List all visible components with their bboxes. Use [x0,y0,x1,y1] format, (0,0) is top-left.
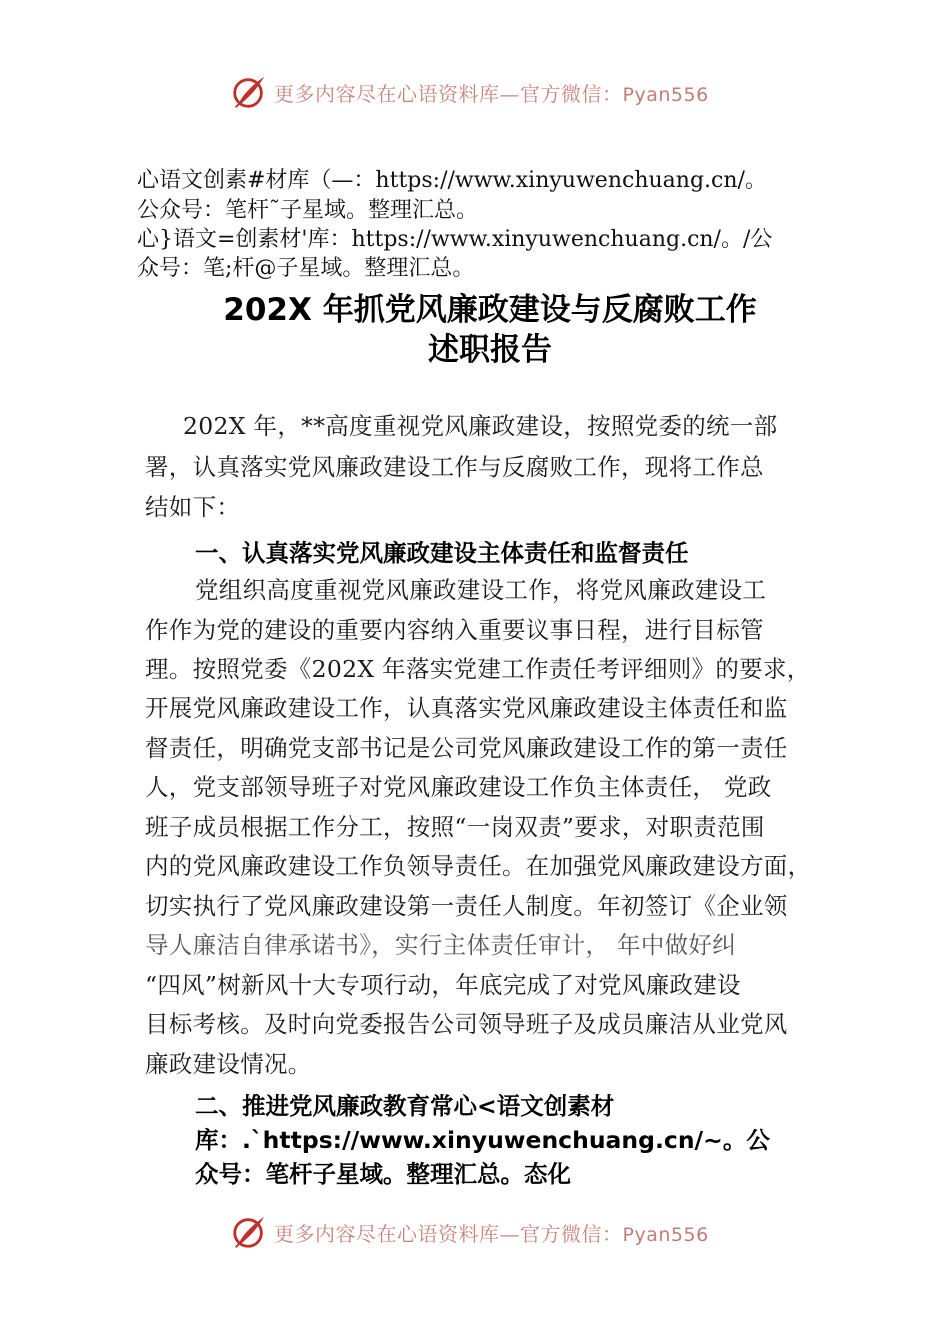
intro-line: 结如下： [145,493,241,521]
section2-heading-line: 库：.`https://www.xinyuwenchuang.cn/~。公 [195,1126,770,1154]
section1-heading: 一、认真落实党风廉政建设主体责任和监督责任 [195,539,689,567]
section1-line: 切实执行了党风廉政建设第一责任人制度。年初签订《企业领 [145,892,788,920]
quill-logo-icon [230,73,268,111]
section1-line: 党组织高度重视党风廉政建设工作，将党风廉政建设工 [195,576,767,604]
section2-heading-line: 众号：笔杆子星域。整理汇总。态化 [195,1160,571,1188]
section1-line: 廉政建设情况。 [145,1050,312,1078]
section1-line: 开展党风廉政建设工作，认真落实党风廉政建设主体责任和监 [145,694,788,722]
watermark-banner-top [230,72,709,112]
quill-logo-icon [230,1213,268,1251]
section1-line: 理。按照党委《202X 年落实党建工作责任考评细则》的要求， [145,655,811,683]
document-title-line1: 202X 年抓党风廉政建设与反腐败工作 [223,292,757,328]
intro-line: 署，认真落实党风廉政建设工作与反腐败工作，现将工作总 [145,453,764,481]
section1-line: 作作为党的建设的重要内容纳入重要议事日程，进行目标管 [145,616,764,644]
section1-line: 目标考核。及时向党委报告公司领导班子及成员廉洁从业党风 [145,1010,788,1038]
source-note-line: 公众号：笔杆˜子星域。整理汇总。 [137,198,479,223]
section1-line: 班子成员根据工作分工，按照“一岗双责”要求，对职责范围 [145,813,765,841]
section1-line: 人，党支部领导班子对党风廉政建设工作负主体责任， 党政 [145,773,772,801]
intro-line: 202X 年，**高度重视党风廉政建设，按照党委的统一部 [183,412,778,440]
source-note-line: 心语文创素#材库（—：https://www.xinyuwenchuang.cn/。 [137,168,767,193]
wechat-id: Pyan556 [622,83,709,106]
document-title-line2: 述职报告 [428,332,552,368]
source-note-line: 心}语文=创素材'库：https://www.xinyuwenchuang.cn/。/公 [137,227,773,252]
section1-line: 导人廉洁自律承诺书》，实行主体责任审计， 年中做好纠 [145,931,737,959]
section1-line: 督责任，明确党支部书记是公司党风廉政建设工作的第一责任 [145,734,788,762]
watermark-banner-bottom [230,1212,709,1252]
watermark-text: 更多内容尽在心语资料库—官方微信：Pyan556 [274,81,709,106]
source-note-line: 众号：笔;杆@子星域。整理汇总。 [137,256,475,281]
wechat-id: Pyan556 [622,1223,709,1246]
section1-line: 内的党风廉政建设工作负领导责任。在加强党风廉政建设方面， [145,852,812,880]
watermark-text: 更多内容尽在心语资料库—官方微信：Pyan556 [274,1221,709,1246]
section2-heading-line: 二、推进党风廉政教育常心<语文创素材 [195,1092,615,1120]
section1-line: “四风”树新风十大专项行动，年底完成了对党风廉政建设 [145,971,741,999]
